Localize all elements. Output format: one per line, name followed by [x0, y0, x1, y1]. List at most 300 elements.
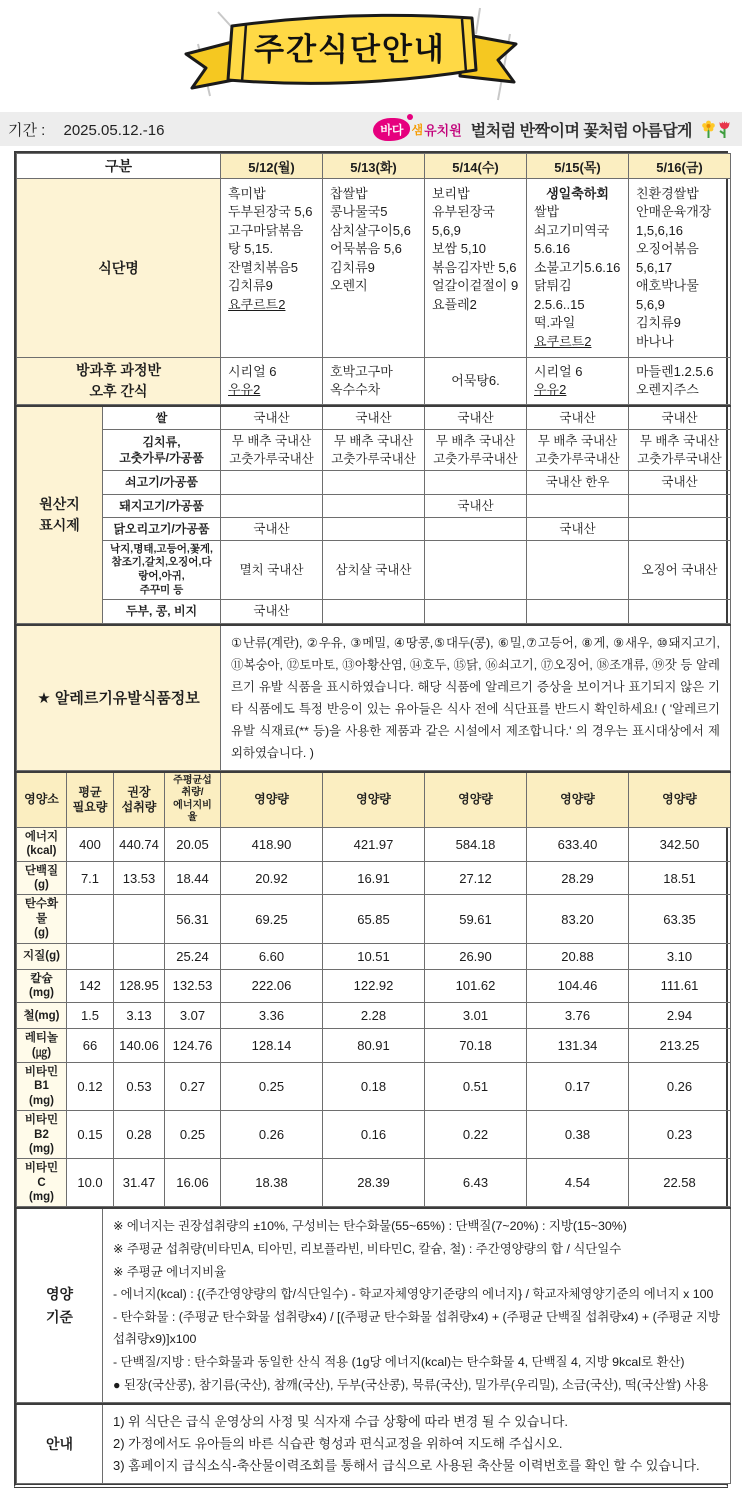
snack-label-line: 오후 간식 [89, 383, 148, 400]
menu-item: 볶음김자반 5,6 [432, 259, 517, 275]
nutrient-label-line: (mg) [29, 1191, 54, 1204]
menu-item: 김치류9 [636, 315, 681, 331]
menu-item: 흑미밥 [228, 186, 266, 201]
nutrition-row [17, 1159, 731, 1207]
menu-item: 바나나 [636, 333, 674, 349]
origin-value-cell [527, 600, 629, 623]
origin-value-cell [629, 471, 731, 494]
origin-row-label-line: 쇠고기/가공품 [125, 475, 198, 490]
origin-row-label-line: 주꾸미 등 [139, 583, 184, 596]
origin-row [17, 430, 731, 471]
daily-nutrition-value: 65.85 [323, 895, 425, 943]
origin-value-cell [221, 540, 323, 600]
rec-intake-value: 3.13 [114, 1003, 165, 1029]
origin-value-cell [323, 517, 425, 540]
origin-value-line: 고춧가루국내산 [433, 452, 518, 467]
snack-item: 어묵탕6. [451, 372, 500, 388]
avg-req-value: 1.5 [67, 1003, 114, 1029]
origin-value-line: 국내산 [253, 411, 290, 426]
allergy-table [16, 624, 731, 771]
daily-nutrition-value: 69.25 [221, 895, 323, 943]
red-tulip-icon [717, 119, 732, 139]
avg-req-value: 7.1 [67, 861, 114, 895]
standards-note-line: ※ 주평균 에너지비율 [113, 1264, 227, 1279]
menu-item: 오징어볶음5,6,17 [636, 241, 699, 275]
daily-nutrition-value: 128.14 [221, 1029, 323, 1063]
nutrient-row-label [17, 895, 67, 943]
slogan-text: 벌처럼 반짝이며 꽃처럼 아름답게 [470, 122, 692, 140]
table-header-row [17, 154, 731, 179]
rec-intake-col-header [114, 772, 165, 828]
nutrition-row [17, 1029, 731, 1063]
menu-item: 애호박나물5,6,9 [636, 278, 699, 312]
avg-req-value: 66 [67, 1029, 114, 1063]
origin-value-line: 무 배추 국내산 [231, 434, 312, 449]
notice-notes [103, 1404, 731, 1484]
origin-value-line: 국내산 [253, 521, 290, 536]
daily-nutrition-value: 3.01 [425, 1003, 527, 1029]
nutrient-label-line: 에너지 [24, 830, 59, 843]
nutrient-label-line: 단백질(g) [24, 864, 59, 892]
origin-value-line: 고춧가루국내산 [637, 452, 722, 467]
avg-req-col-header [67, 772, 114, 828]
nutrient-label-line: 비타민C [24, 1162, 59, 1189]
daily-nutrition-value: 101.62 [425, 969, 527, 1003]
day-header: 5/16(금) [629, 154, 731, 179]
avg-req-value: 142 [67, 969, 114, 1003]
yellow-flower-icon [701, 119, 716, 139]
menu-table [16, 153, 731, 405]
weekly-avg-value: 18.44 [165, 861, 221, 895]
nutrient-row-label [17, 943, 67, 969]
origin-value-line: 무 배추 국내산 [435, 434, 516, 449]
nutrient-row-label [17, 1159, 67, 1207]
origin-value-cell [221, 430, 323, 471]
daily-nutrition-value: 584.18 [425, 827, 527, 861]
nutrient-label-line: 탄수화물 [24, 898, 59, 925]
day-header: 5/15(목) [527, 154, 629, 179]
hdr-line: 평균 [78, 784, 102, 799]
day-header: 5/12(월) [221, 154, 323, 179]
daily-nutrition-value: 26.90 [425, 943, 527, 969]
logo-mid: 샘 [411, 122, 424, 137]
origin-value-line: 삼치살 국내산 [335, 563, 412, 578]
origin-row-label [103, 494, 221, 517]
daily-nutrition-value: 6.43 [425, 1159, 527, 1207]
rec-intake-value: 31.47 [114, 1159, 165, 1207]
allergy-row [17, 625, 731, 771]
origin-row-label-line: 두부, 콩, 비지 [125, 604, 198, 619]
origin-value-cell [323, 471, 425, 494]
standards-note-line: - 단백질/지방 : 탄수화물과 동일한 산식 적용 (1g당 에너지(kcal)는 탄수화물 4, 단백질 4, 지방 9kcal로 환산) [113, 1354, 685, 1369]
daily-amount-col-header: 영양량 [629, 772, 731, 828]
daily-amount-col-header: 영양량 [527, 772, 629, 828]
origin-value-cell [629, 600, 731, 623]
rec-intake-value [114, 943, 165, 969]
origin-row [17, 540, 731, 600]
daily-nutrition-value: 22.58 [629, 1159, 731, 1207]
daily-nutrition-value: 0.38 [527, 1111, 629, 1159]
daily-nutrition-value: 418.90 [221, 827, 323, 861]
nutrient-label-line: 칼슘(mg) [29, 972, 54, 999]
daily-nutrition-value: 122.92 [323, 969, 425, 1003]
nutrient-row-label [17, 1003, 67, 1029]
snack-item: 우유2 [228, 382, 261, 398]
menu-item: 오렌지 [330, 278, 368, 294]
daily-amount-col-header: 영양량 [323, 772, 425, 828]
menu-item: 요쿠르트2 [534, 333, 592, 349]
notice-row [17, 1404, 731, 1484]
daily-nutrition-value: 3.10 [629, 943, 731, 969]
daily-nutrition-value: 28.39 [323, 1159, 425, 1207]
nutrition-row [17, 827, 731, 861]
avg-req-value [67, 895, 114, 943]
origin-row-label-line: 닭오리고기/가공품 [113, 521, 210, 536]
notice-line: 2) 가정에서도 유아들의 바른 식습관 형성과 편식교정을 위하여 지도해 주십시오. [113, 1436, 563, 1452]
menu-item: 김치류9 [228, 278, 273, 294]
menu-item: 유부된장국 5,6,9 [432, 204, 495, 238]
daily-nutrition-value: 0.25 [221, 1063, 323, 1111]
hdr-line: 에너지비율 [173, 799, 212, 824]
snack-cell [221, 358, 323, 405]
origin-row-label-line: 랑어,아귀, [138, 570, 185, 583]
snack-row-label [17, 358, 221, 405]
daily-nutrition-value: 104.46 [527, 969, 629, 1003]
nutrient-row-label [17, 1063, 67, 1111]
origin-value-cell [425, 406, 527, 430]
menu-cell [221, 179, 323, 358]
origin-value-cell [221, 600, 323, 623]
day-header: 5/14(수) [425, 154, 527, 179]
weekly-avg-value: 132.53 [165, 969, 221, 1003]
avg-req-value [67, 943, 114, 969]
snack-cell [629, 358, 731, 405]
hdr-line: 필요량 [72, 799, 108, 814]
allergy-info-text: ①난류(계란), ②우유, ③메밀, ④땅콩,⑤대두(콩), ⑥밀,⑦고등어, ⑧게, ⑨새우, ⑩돼지고기, ⑪복숭아, ⑫토마토, ⑬아황산염, ⑭호두, ⑮닭, ⑯쇠고기, ⑰오징어, ⑱조개류, ⑲잣 등 알레르기 유발 식품을 표시하였습니다. 해당 식품에 알레르기 증상을 보이거나 표기되지 않은 기타 식품에도 특정 반응이 있는 유아들은 식사 전에 식단표를 반드시 확인하세요! ( '알레르기 유발 식재료(** 등)을 사용한 제품과 같은 시설에서 제조합니다.' 의 경우는 표시대상에서 제외하였습니다. ) [221, 625, 731, 771]
menu-row [17, 179, 731, 358]
menu-item: 얼갈이겉절이 9 [432, 278, 519, 294]
daily-nutrition-value: 3.36 [221, 1003, 323, 1029]
origin-row-label [103, 517, 221, 540]
daily-nutrition-value: 4.54 [527, 1159, 629, 1207]
nutrition-row [17, 943, 731, 969]
nutrition-row [17, 861, 731, 895]
weekly-avg-value: 56.31 [165, 895, 221, 943]
weekly-avg-value: 25.24 [165, 943, 221, 969]
origin-value-line: 오징어 국내산 [641, 563, 718, 578]
nutrient-row-label [17, 1029, 67, 1063]
menu-item: 친환경쌀밥 [636, 186, 699, 201]
standards-note-line: ● 된장(국산콩), 참기름(국산), 참깨(국산), 두부(국산콩), 묵류(국산), 밀가루(우리밀), 소금(국산), 떡(국산쌀) 사용 [113, 1377, 709, 1392]
origin-row-label [103, 471, 221, 494]
notice-line: 3) 홈페이지 급식소식-축산물이력조회를 통해서 급식으로 사용된 축산물 이력번호를 확인 할 수 있습니다. [113, 1458, 700, 1474]
origin-table [16, 405, 731, 623]
origin-row-label [103, 540, 221, 600]
origin-value-cell [629, 540, 731, 600]
standards-row [17, 1208, 731, 1402]
standards-notes [103, 1208, 731, 1402]
origin-value-cell [425, 600, 527, 623]
origin-value-cell [629, 494, 731, 517]
menu-item: 콩나물국5 [330, 204, 388, 220]
snack-item: 우유2 [534, 382, 567, 398]
menu-item: 쇠고기미역국 5.6.16 [534, 222, 610, 257]
snack-item: 호박고구마 [330, 363, 393, 379]
origin-value-cell [425, 494, 527, 517]
origin-row [17, 406, 731, 430]
daily-nutrition-value: 0.16 [323, 1111, 425, 1159]
daily-nutrition-value: 6.60 [221, 943, 323, 969]
nutrient-row-label [17, 969, 67, 1003]
weekly-avg-col-header [165, 772, 221, 828]
origin-value-cell [323, 430, 425, 471]
nutrition-table [16, 771, 731, 1208]
menu-item: 삼치살구이5,6 [330, 222, 411, 238]
daily-nutrition-value: 59.61 [425, 895, 527, 943]
menu-item: 안매운육개장 1,5,6,16 [636, 204, 712, 238]
daily-nutrition-value: 70.18 [425, 1029, 527, 1063]
origin-value-cell [323, 406, 425, 430]
origin-value-line: 고춧가루국내산 [331, 452, 416, 467]
origin-value-cell [527, 517, 629, 540]
standards-note-line: - 탄수화물 : (주평균 탄수화물 섭취량x4) / [(주평균 탄수화물 섭취량x4) + (주평균 단백질 섭취량x4) + (주평균 지방 섭취량x9)]x100 [113, 1309, 720, 1347]
snack-item: 시리얼 6 [228, 363, 277, 379]
origin-value-line: 국내산 [661, 411, 698, 426]
standards-note-line: ※ 주평균 섭취량(비타민A, 티아민, 리보플라빈, 비타민C, 칼슘, 철) : 주간영양량의 합 / 식단일수 [113, 1242, 622, 1257]
snack-label-line: 방과후 과정반 [75, 362, 162, 379]
daily-nutrition-value: 0.26 [629, 1063, 731, 1111]
daily-nutrition-value: 80.91 [323, 1029, 425, 1063]
rec-intake-value: 440.74 [114, 827, 165, 861]
origin-value-line: 국내산 [253, 604, 290, 619]
origin-value-cell [527, 471, 629, 494]
snack-item: 마들렌1.2.5.6 [636, 363, 714, 379]
origin-value-line: 국내산 [559, 521, 596, 536]
daily-nutrition-value: 213.25 [629, 1029, 731, 1063]
daily-nutrition-value: 0.51 [425, 1063, 527, 1111]
daily-nutrition-value: 28.29 [527, 861, 629, 895]
daily-nutrition-value: 18.38 [221, 1159, 323, 1207]
daily-nutrition-value: 2.28 [323, 1003, 425, 1029]
allergy-section-label: ★ 알레르기유발식품정보 [17, 625, 221, 771]
origin-value-line: 국내산 [559, 411, 596, 426]
menu-item: 고구마닭볶음탕 5,15. [228, 222, 304, 257]
nutrition-row [17, 1003, 731, 1029]
menu-item: 어묵볶음 5,6 [330, 241, 402, 257]
nutrient-row-label [17, 1111, 67, 1159]
period-label: 기간 : [8, 121, 46, 139]
nutrient-label-line: (g) [34, 927, 49, 940]
origin-value-cell [221, 517, 323, 540]
origin-value-cell [323, 540, 425, 600]
snack-row [17, 358, 731, 405]
snack-item: 시리얼 6 [534, 363, 583, 379]
nutrient-label-line: (mg) [29, 1094, 54, 1107]
daily-nutrition-value: 222.06 [221, 969, 323, 1003]
standards-label-line: 영양 [45, 1286, 74, 1303]
menu-row-label: 식단명 [17, 179, 221, 358]
daily-nutrition-value: 131.34 [527, 1029, 629, 1063]
menu-item: 요쿠르트2 [228, 296, 286, 312]
origin-row-label-line: 돼지고기/가공품 [119, 498, 204, 513]
corner-header: 구분 [17, 154, 221, 179]
origin-value-cell [629, 406, 731, 430]
menu-item: 잔멸치볶음5 [228, 259, 299, 275]
nutrient-col-header: 영양소 [17, 772, 67, 828]
origin-value-cell [527, 540, 629, 600]
origin-value-line: 무 배추 국내산 [537, 434, 618, 449]
menu-cell [629, 179, 731, 358]
menu-cell [425, 179, 527, 358]
origin-value-line: 국내산 [355, 411, 392, 426]
daily-amount-col-header: 영양량 [425, 772, 527, 828]
origin-row-label [103, 600, 221, 623]
nutrient-row-label [17, 827, 67, 861]
weekly-avg-value: 20.05 [165, 827, 221, 861]
weekly-avg-value: 3.07 [165, 1003, 221, 1029]
menu-item: 찹쌀밥 [330, 186, 368, 201]
origin-value-cell [323, 494, 425, 517]
origin-value-cell [629, 517, 731, 540]
period-bar [0, 112, 742, 146]
rec-intake-value: 0.28 [114, 1111, 165, 1159]
origin-section-label [17, 406, 103, 623]
hdr-line: 주평균섭취량/ [173, 774, 212, 799]
nutrient-label-line: 비타민B1 [24, 1066, 59, 1093]
daily-nutrition-value: 63.35 [629, 895, 731, 943]
origin-row-label-line: 낙지,명태,고등어,꽃게, [110, 542, 213, 555]
snack-cell [425, 358, 527, 405]
origin-row-label-line: 참조기,갈치,오징어,다 [111, 556, 212, 569]
origin-value-cell [527, 430, 629, 471]
menu-item: 떡.과일 [534, 315, 576, 331]
hdr-line: 권장 [127, 784, 151, 799]
origin-value-line: 무 배추 국내산 [639, 434, 720, 449]
daily-nutrition-value: 10.51 [323, 943, 425, 969]
origin-row-label-line: 고춧가루/가공품 [119, 451, 204, 466]
snack-cell [323, 358, 425, 405]
menu-item: 쌀밥 [534, 204, 560, 220]
origin-row [17, 494, 731, 517]
menu-item: 보리밥 [432, 186, 470, 201]
period-value: 2025.05.12.-16 [63, 121, 165, 139]
nutrient-label-line: 비타민B2 [24, 1114, 59, 1141]
logo-splash: 바다 [373, 118, 410, 141]
daily-nutrition-value: 27.12 [425, 861, 527, 895]
origin-value-cell [221, 406, 323, 430]
daily-nutrition-value: 83.20 [527, 895, 629, 943]
weekly-avg-value: 16.06 [165, 1159, 221, 1207]
rec-intake-value: 13.53 [114, 861, 165, 895]
snack-item: 옥수수차 [330, 382, 381, 398]
origin-value-line: 무 배추 국내산 [333, 434, 414, 449]
origin-value-cell [221, 471, 323, 494]
daily-nutrition-value: 342.50 [629, 827, 731, 861]
origin-section-label-line: 원산지 [39, 495, 80, 512]
standards-section-label [17, 1208, 103, 1402]
weekly-avg-value: 0.25 [165, 1111, 221, 1159]
standards-note-line: - 에너지(kcal) : {(주간영양량의 합/식단일수) - 학교자체영양기준량의 에너지} / 학교자체영양기준의 에너지 x 100 [113, 1287, 714, 1302]
menu-item: 소불고기5.6.16 [534, 259, 621, 275]
nutrition-row [17, 969, 731, 1003]
standards-label-line: 기준 [45, 1308, 74, 1325]
origin-row [17, 600, 731, 623]
page-title: 주간식단안내 [254, 32, 446, 67]
nutrition-row [17, 1063, 731, 1111]
origin-value-cell [629, 430, 731, 471]
nutrient-label-line: (kcal) [26, 845, 57, 858]
origin-value-cell [221, 494, 323, 517]
daily-nutrition-value: 633.40 [527, 827, 629, 861]
daily-nutrition-value: 0.23 [629, 1111, 731, 1159]
origin-value-line: 국내산 [661, 475, 698, 490]
daily-nutrition-value: 421.97 [323, 827, 425, 861]
logo-suffix: 유치원 [424, 122, 462, 138]
avg-req-value: 10.0 [67, 1159, 114, 1207]
nutrition-row [17, 1111, 731, 1159]
daily-nutrition-value: 20.92 [221, 861, 323, 895]
menu-item: 생일축하회 [546, 186, 609, 201]
origin-value-cell [425, 471, 527, 494]
origin-row-label-line: 쌀 [155, 411, 168, 426]
rec-intake-value: 128.95 [114, 969, 165, 1003]
brand-area [373, 118, 732, 141]
daily-nutrition-value: 3.76 [527, 1003, 629, 1029]
menu-item: 김치류9 [330, 259, 375, 275]
daily-nutrition-value: 0.17 [527, 1063, 629, 1111]
period [8, 119, 164, 140]
origin-row-label-line: 김치류, [142, 435, 181, 450]
origin-row [17, 517, 731, 540]
weekly-avg-value: 0.27 [165, 1063, 221, 1111]
menu-cell [527, 179, 629, 358]
menu-item: 보쌈 5,10 [432, 241, 487, 257]
menu-cell [323, 179, 425, 358]
notice-section-label: 안내 [17, 1404, 103, 1484]
standards-note-line: ※ 에너지는 권장섭취량의 ±10%, 구성비는 탄수화물(55~65%) : 단백질(7~20%) : 지방(15~30%) [113, 1219, 627, 1234]
avg-req-value: 400 [67, 827, 114, 861]
rec-intake-value [114, 895, 165, 943]
avg-req-value: 0.12 [67, 1063, 114, 1111]
daily-nutrition-value: 18.51 [629, 861, 731, 895]
kindergarten-logo [373, 118, 461, 141]
nutrient-label-line: 레티놀(㎍) [24, 1032, 59, 1059]
notice-table [16, 1403, 731, 1484]
menu-item: 요플레2 [432, 296, 477, 312]
nutrient-label-line: 지질(g) [23, 949, 60, 962]
origin-value-cell [425, 540, 527, 600]
origin-value-line: 고춧가루국내산 [535, 452, 620, 467]
origin-value-line: 고춧가루국내산 [229, 452, 314, 467]
origin-value-line: 국내산 [457, 498, 494, 513]
nutrient-row-label [17, 861, 67, 895]
nutrient-label-line: 철(mg) [23, 1009, 60, 1022]
weekly-avg-value: 124.76 [165, 1029, 221, 1063]
notice-line: 1) 위 식단은 급식 운영상의 사정 및 식자재 수급 상황에 따라 변경 될 수 있습니다. [113, 1414, 569, 1430]
daily-nutrition-value: 111.61 [629, 969, 731, 1003]
hdr-line: 섭취량 [121, 799, 157, 814]
daily-nutrition-value: 16.91 [323, 861, 425, 895]
nutrient-label-line: (mg) [29, 1142, 54, 1155]
origin-value-line: 멸치 국내산 [239, 563, 304, 578]
snack-item: 오렌지주스 [636, 382, 699, 398]
banner-area [0, 0, 742, 112]
daily-amount-col-header: 영양량 [221, 772, 323, 828]
flower-icons [701, 119, 732, 139]
menu-item: 닭튀김2.5.6..15 [534, 278, 585, 312]
origin-row-label [103, 430, 221, 471]
rec-intake-value: 0.53 [114, 1063, 165, 1111]
